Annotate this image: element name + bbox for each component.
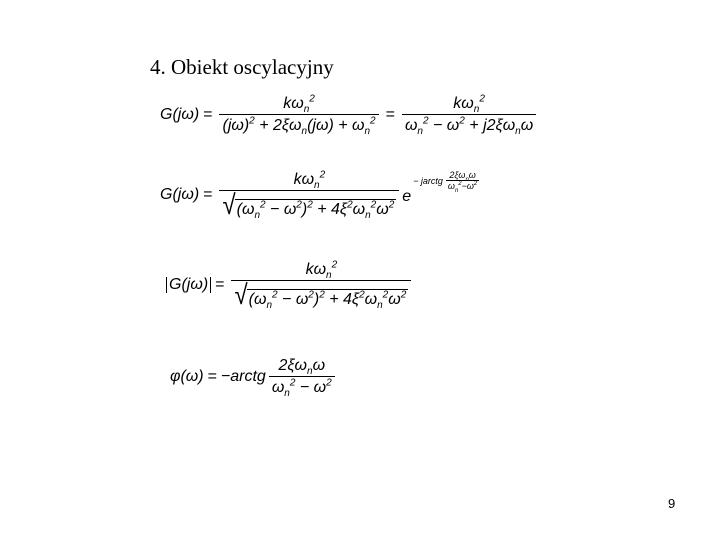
- eq4-arctg: −arctg: [220, 368, 266, 385]
- eq1-fraction-2: $\frac{k\omega_n^2}{\omega_n^2 - \omega^2 + j2\xi\omega_n\omega}$: [402, 96, 536, 134]
- eq4-fraction: $\frac{2\xi\omega_n\omega}{\omega_n^2 - \omega^2}$: [269, 358, 335, 396]
- eq3-lhs: G(jω): [166, 277, 211, 293]
- equation-magnitude: [166, 259, 414, 312]
- page-number: 9: [668, 496, 676, 511]
- eq2-exponential: e − jarctg $\frac{2\xi\omega_n\omega}{\omega_n^2-\omega^2}$: [402, 170, 478, 205]
- eq2-equals: =: [203, 186, 213, 203]
- eq1-equals-2: =: [385, 106, 395, 123]
- eq3-equals: =: [215, 276, 225, 293]
- equation-polar-form: [160, 169, 482, 222]
- eq4-lhs: φ(ω): [170, 368, 204, 385]
- eq4-equals: =: [207, 368, 217, 385]
- eq1-lhs: G(jω): [160, 106, 200, 123]
- eq1-equals: =: [203, 106, 213, 123]
- eq2-sqrt: √ $(\omega_n^2 - \omega^2)^2 + 4\xi^2\omega_n^2\omega^2$: [222, 189, 395, 222]
- eq3-fraction: $k\omega_n^2$ √ $(\omega_n^2 - \omega^2)^2 + 4\xi^2\omega_n^2\omega^2$: [231, 262, 411, 308]
- eq3-sqrt: √ $(\omega_n^2 - \omega^2)^2 + 4\xi^2\omega_n^2\omega^2$: [234, 279, 407, 312]
- slide-title: 4. Obiekt oscylacyjny: [150, 55, 334, 79]
- eq2-fraction: $k\omega_n^2$ √ $(\omega_n^2 - \omega^2)^2 + 4\xi^2\omega_n^2\omega^2$: [219, 172, 399, 218]
- equation-transfer-function: [160, 93, 539, 138]
- eq1-fraction-1: $\frac{k\omega_n^2}{(j\omega)^2 + 2\xi\omega_n(j\omega) + \omega_n^2}$: [219, 96, 378, 134]
- eq2-lhs: G(jω): [160, 186, 200, 203]
- equation-phase: [170, 357, 338, 400]
